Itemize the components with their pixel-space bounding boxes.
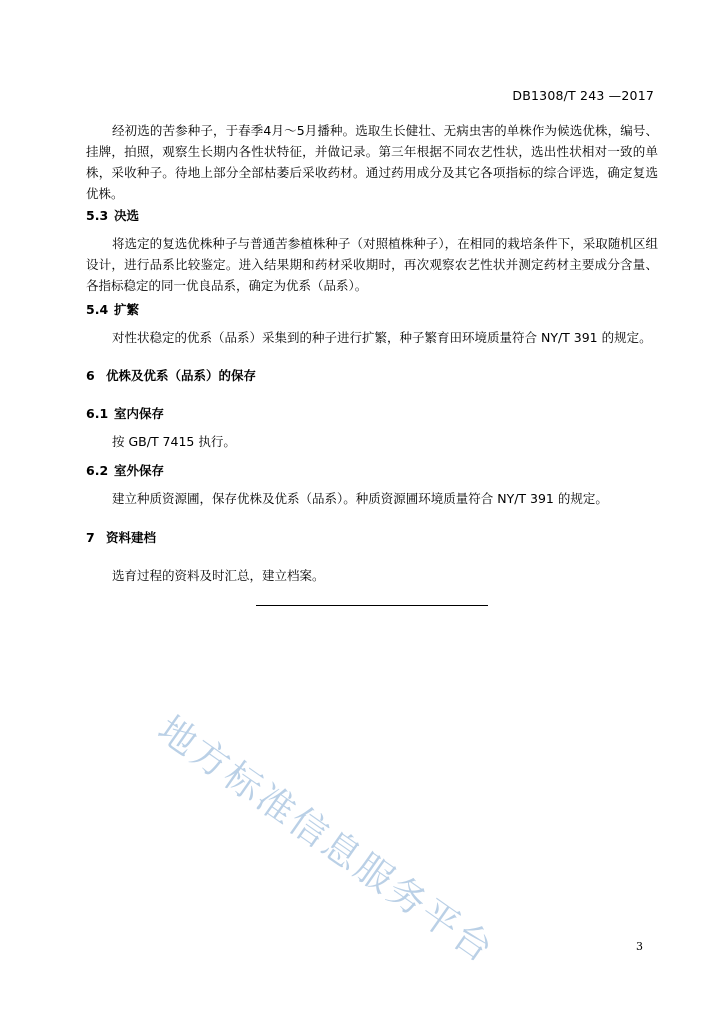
page-number: 3 (636, 940, 643, 953)
section-title: 室内保存 (114, 406, 165, 421)
watermark: 地方标准信息服务平台 (150, 707, 503, 973)
section-title: 扩繁 (114, 302, 140, 317)
end-rule (256, 605, 488, 606)
document-code-header: DB1308/T 243 —2017 (512, 88, 654, 103)
section-6-2-heading (86, 461, 164, 479)
section-number: 5.4 (86, 302, 109, 317)
section-number: 6.2 (86, 463, 109, 478)
intro-paragraph: 经初选的苦参种子，于春季4月～5月播种。选取生长健壮、无病虫害的单株作为候选优株，编号、挂牌，拍照，观察生长期内各性状特征，并做记录。第三年根据不同农艺性状，选出性状相对一致的单株，采收种子。待地上部分全部枯萎后采收药材。通过药用成分及其它各项指标的综合评选，确定复选优株。 (86, 123, 658, 201)
section-title: 资料建档 (106, 530, 157, 545)
section-5-4-body: 对性状稳定的优系（品系）采集到的种子进行扩繁，种子繁育田环境质量符合 NY/T 391 的规定。 (112, 330, 652, 345)
section-5-3-heading (86, 206, 139, 224)
section-7-heading (86, 528, 156, 546)
section-number: 7 (86, 530, 95, 545)
section-number: 6.1 (86, 406, 109, 421)
section-6-1-body: 按 GB/T 7415 执行。 (112, 434, 236, 449)
section-5-4-heading (86, 300, 139, 318)
section-6-1-heading (86, 404, 164, 422)
section-5-3-body: 将选定的复选优株种子与普通苦参植株种子（对照植株种子），在相同的栽培条件下，采取随机区组设计，进行品系比较鉴定。进入结果期和药材采收期时，再次观察农艺性状并测定药材主要成分含量、各指标稳定的同一优良品系，确定为优系（品系）。 (86, 236, 658, 293)
section-number: 6 (86, 368, 95, 383)
section-7-body: 选育过程的资料及时汇总，建立档案。 (112, 568, 325, 583)
section-title: 决选 (114, 208, 140, 223)
section-6-heading (86, 366, 256, 384)
section-6-2-body: 建立种质资源圃，保存优株及优系（品系）。种质资源圃环境质量符合 NY/T 391 的规定。 (112, 491, 608, 506)
section-number: 5.3 (86, 208, 109, 223)
section-title: 优株及优系（品系）的保存 (106, 368, 257, 383)
section-title: 室外保存 (114, 463, 165, 478)
